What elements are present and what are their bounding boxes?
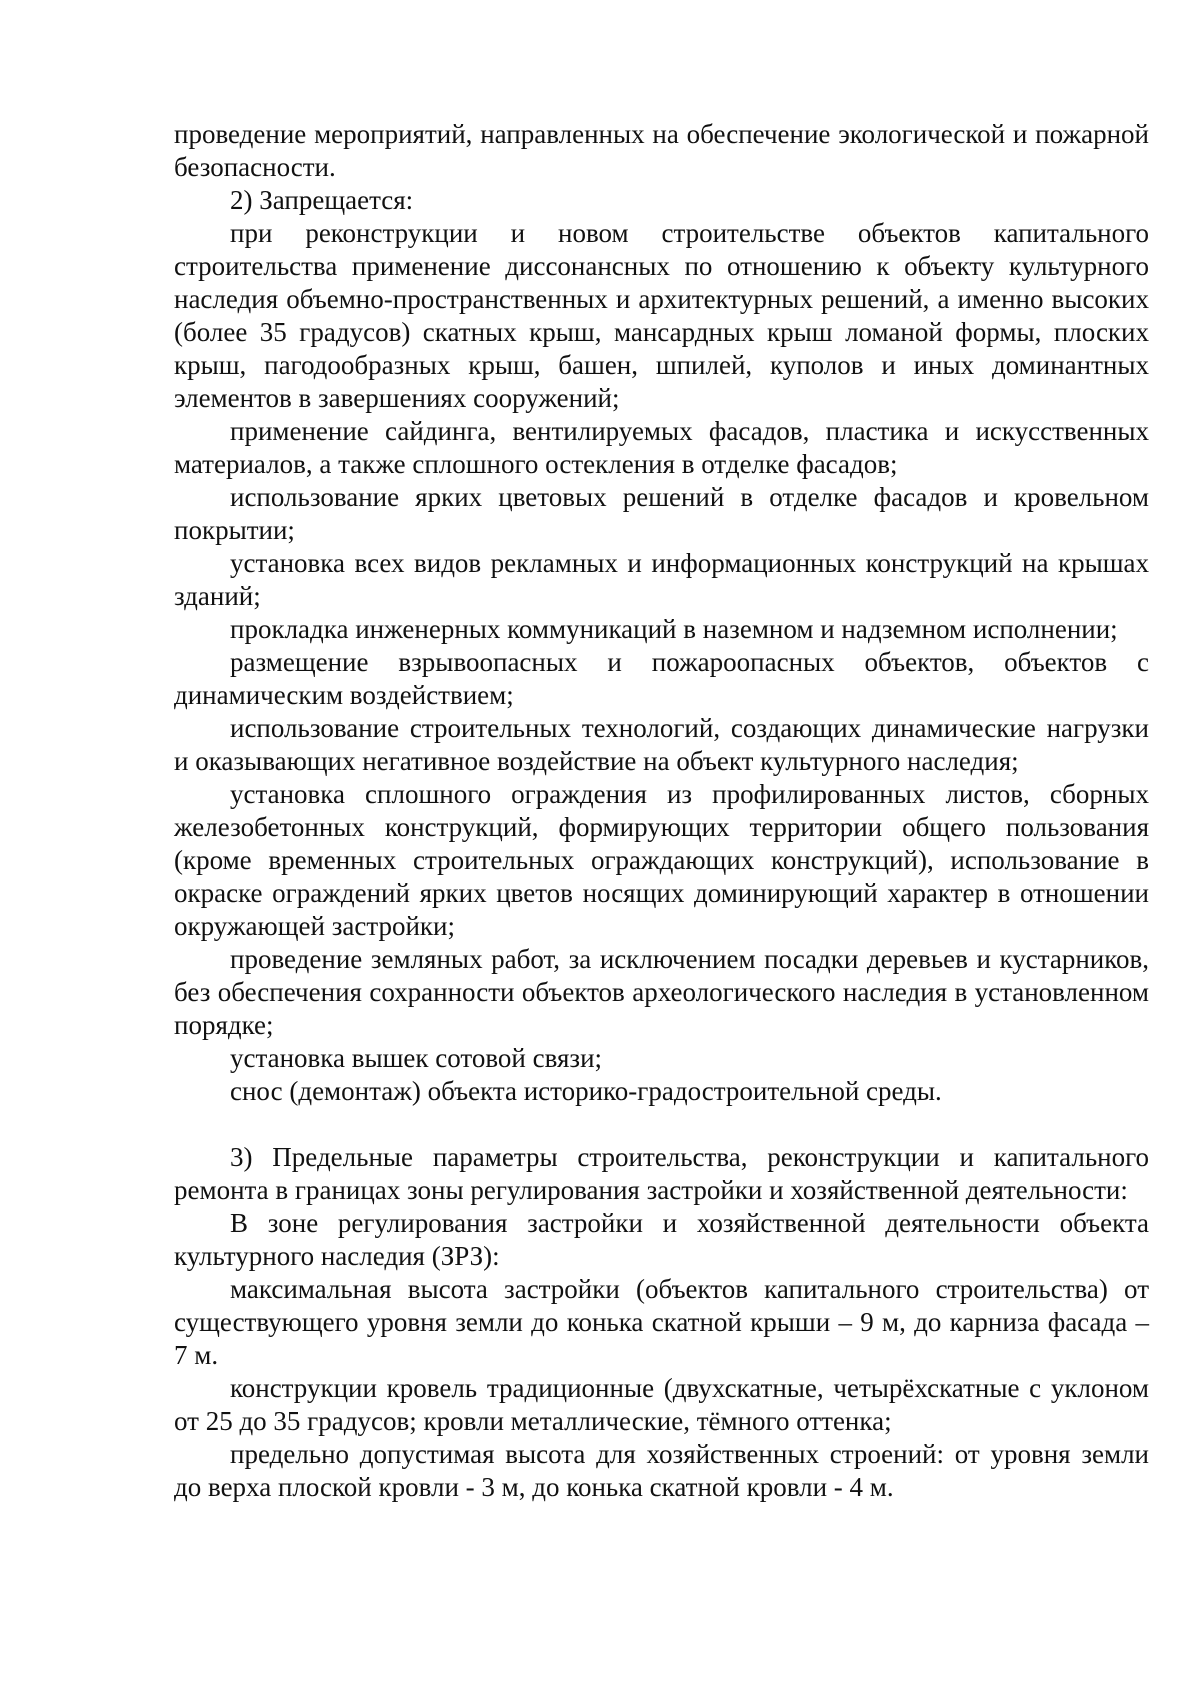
paragraph-item: предельно допустимая высота для хозяйственных строений: от уровня земли до верха плоской кровли - 3 м, до конька скатной кровли - 4 м. [174, 1439, 1149, 1502]
paragraph-item: установка сплошного ограждения из профилированных листов, сборных железобетонных конструкций, формирующих территории общего пользования (кроме временных строительных ограждающих конструкций), использование в окраске ограждений ярких цветов носящих доминирующий характер в отношении окружающей застройки; [174, 779, 1149, 941]
paragraph-item: использование строительных технологий, создающих динамические нагрузки и оказывающих негативное воздействие на объект культурного наследия; [174, 713, 1149, 776]
paragraph-item: снос (демонтаж) объекта историко-градостроительной среды. [230, 1076, 942, 1106]
paragraph-item: установка вышек сотовой связи; [230, 1043, 603, 1073]
paragraph-item: при реконструкции и новом строительстве объектов капитального строительства применение диссонансных по отношению к объекту культурного наследия объемно-пространственных и архитектурных решений, а именно высоких (более 35 градусов) скатных крыш, мансардных крыш ломаной формы, плоских крыш, пагодообразных крыш, башен, шпилей, куполов и иных доминантных элементов в завершениях сооружений; [174, 218, 1149, 413]
document-text [174, 118, 1149, 1504]
paragraph-item: установка всех видов рекламных и информационных конструкций на крышах зданий; [174, 548, 1149, 611]
paragraph-item: применение сайдинга, вентилируемых фасадов, пластика и искусственных материалов, а также сплошного остекления в отделке фасадов; [174, 416, 1149, 479]
paragraph-item: прокладка инженерных коммуникаций в наземном и надземном исполнении; [230, 614, 1118, 644]
paragraph-item: конструкции кровель традиционные (двухскатные, четырёхскатные с уклоном от 25 до 35 градусов; кровли металлические, тёмного оттенка; [174, 1373, 1149, 1436]
paragraph-continuation: проведение мероприятий, направленных на обеспечение экологической и пожарной безопасности. [174, 119, 1149, 182]
paragraph-item: максимальная высота застройки (объектов капитального строительства) от существующего уровня земли до конька скатной крыши – 9 м, до карниза фасада – 7 м. [174, 1274, 1149, 1370]
paragraph-item: размещение взрывоопасных и пожароопасных объектов, объектов с динамическим воздействием; [174, 647, 1149, 710]
paragraph-prohibited-heading: 2) Запрещается: [230, 185, 414, 215]
paragraph-item: В зоне регулирования застройки и хозяйственной деятельности объекта культурного наследия (ЗРЗ): [174, 1208, 1149, 1271]
paragraph-item: использование ярких цветовых решений в отделке фасадов и кровельном покрытии; [174, 482, 1149, 545]
paragraph-limits-heading: 3) Предельные параметры строительства, реконструкции и капитального ремонта в границах зоны регулирования застройки и хозяйственной деятельности: [174, 1142, 1149, 1205]
paragraph-item: проведение земляных работ, за исключением посадки деревьев и кустарников, без обеспечения сохранности объектов археологического наследия в установленном порядке; [174, 944, 1149, 1040]
